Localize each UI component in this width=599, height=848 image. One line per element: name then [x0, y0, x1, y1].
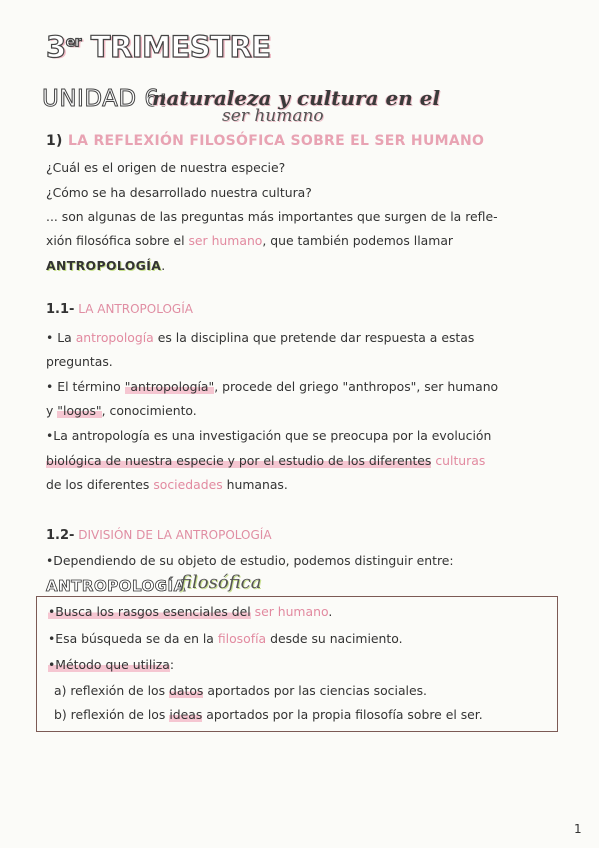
question-1	[46, 160, 561, 175]
box-bullet-1-end: .	[328, 604, 333, 619]
bullet-3-line-3	[46, 477, 561, 492]
trimestre-word: TRIMESTRE	[90, 30, 271, 64]
box-item-b-text-2: aportados por la propia filosofía sobre el ser.	[206, 707, 483, 722]
box-bullet-2-end: desde su nacimiento.	[270, 631, 403, 646]
box-bullet-3	[48, 657, 548, 672]
bullet-3-line-1	[46, 428, 561, 443]
bullet-2-text-b: , procede del griego "anthropos", ser humano	[214, 379, 499, 394]
trimestre-number: 3	[46, 30, 66, 64]
paragraph-1-end: .	[161, 258, 166, 273]
box-bullet-1-pink: ser humano	[254, 604, 329, 619]
division-intro-text: •Dependiendo de su objeto de estudio, podemos distinguir entre:	[46, 553, 454, 568]
bullet-2-text-c: y	[46, 403, 54, 418]
bullet-3-line-2	[46, 453, 561, 468]
bullet-1-text-b: es la disciplina que pretende dar respuesta a estas	[157, 330, 475, 345]
bullet-1-line-2	[46, 354, 561, 369]
box-item-a-text-2: aportados por las ciencias sociales.	[207, 683, 427, 698]
question-2-text: ¿Cómo se ha desarrollado nuestra cultura?	[46, 185, 312, 200]
section-1-1-title	[46, 302, 193, 317]
bullet-3-text-3a: de los diferentes	[46, 477, 150, 492]
section-1-number: 1)	[46, 133, 63, 149]
section-1-title	[46, 133, 484, 149]
box-bullet-2	[48, 631, 548, 646]
box-item-b-highlight: ideas	[169, 707, 203, 722]
box-bullet-2-text: •Esa búsqueda se da en la	[48, 631, 214, 646]
bullet-2-line-2	[46, 403, 561, 418]
section-1-text: LA REFLEXIÓN FILOSÓFICA SOBRE EL SER HUMANO	[67, 133, 485, 149]
section-1-2-title	[46, 528, 272, 543]
bullet-2-text-a: • El término	[46, 379, 121, 394]
box-item-a	[54, 683, 549, 698]
section-1-2-text: DIVISIÓN DE LA ANTROPOLOGÍA	[78, 528, 272, 542]
box-bullet-3-highlight: •Método que utiliza	[48, 657, 170, 672]
antropologia-type: filosófica	[180, 572, 262, 593]
box-bullet-3-end: :	[169, 657, 175, 672]
unidad-title-line2: ser humano	[222, 106, 324, 126]
trimestre-heading	[46, 30, 271, 64]
section-1-2-number: 1.2-	[46, 528, 75, 543]
box-item-a-text-1: a) reflexión de los	[54, 683, 166, 698]
box-bullet-1-text: •Busca los rasgos esenciales del	[48, 604, 251, 619]
bullet-2-highlight-1: "antropología"	[124, 379, 215, 394]
bullet-1-pink: antropología	[75, 330, 154, 345]
paragraph-1-text-2a: xión filosófica sobre el	[46, 233, 185, 248]
page-number: 1	[574, 822, 582, 836]
box-item-a-highlight: datos	[169, 683, 204, 698]
unidad-title-line1: naturaleza y cultura en el	[152, 86, 441, 110]
division-intro	[46, 553, 561, 568]
paragraph-1-line-1	[46, 209, 561, 224]
bullet-3-text-2: biológica de nuestra especie y por el estudio de los diferentes	[46, 453, 432, 468]
box-item-b	[54, 707, 549, 722]
section-1-1-number: 1.1-	[46, 302, 75, 317]
section-1-1-text: LA ANTROPOLOGÍA	[78, 302, 193, 316]
question-1-text: ¿Cuál es el origen de nuestra especie?	[46, 160, 286, 175]
box-bullet-2-pink: filosofía	[217, 631, 267, 646]
question-2	[46, 185, 561, 200]
paragraph-1-pink-term: ser humano	[188, 233, 263, 248]
bullet-2-highlight-2: "logos"	[57, 403, 102, 418]
trimestre-sup: er	[65, 34, 82, 51]
antropologia-label: ANTROPOLOGÍA	[46, 577, 186, 595]
paragraph-1-text-2b: , que también podemos llamar	[262, 233, 454, 248]
paragraph-1-line-3	[46, 258, 561, 273]
bullet-1-line-1	[46, 330, 561, 345]
bullet-3-pink-2: sociedades	[153, 477, 223, 492]
box-item-b-text-1: b) reflexión de los	[54, 707, 166, 722]
bullet-1-text-a: • La	[46, 330, 72, 345]
bullet-2-line-1	[46, 379, 561, 394]
box-bullet-1	[48, 604, 548, 619]
bullet-3-text-3b: humanas.	[226, 477, 288, 492]
bullet-1-text-2: preguntas.	[46, 354, 113, 369]
unidad-heading	[42, 86, 562, 126]
bullet-2-text-d: , conocimiento.	[101, 403, 197, 418]
bullet-3-text-1: •La antropología es una investigación que se preocupa por la evolución	[46, 428, 492, 443]
unidad-label: UNIDAD 6:	[42, 86, 168, 112]
paragraph-1-text-1: ... son algunas de las preguntas más importantes que surgen de la refle-	[46, 209, 498, 224]
bullet-3-pink-1: culturas	[435, 453, 486, 468]
paragraph-1-line-2	[46, 233, 561, 248]
antropologia-keyword: ANTROPOLOGÍA	[46, 258, 162, 273]
